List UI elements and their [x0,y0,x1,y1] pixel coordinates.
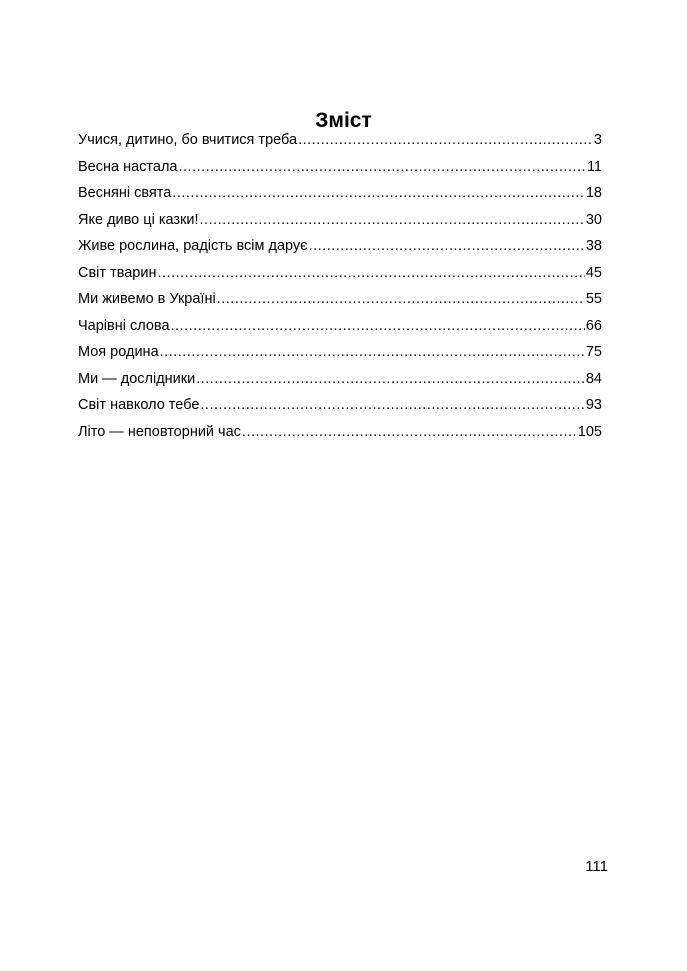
page-title: Зміст [315,109,372,133]
toc-entry-title: Ми живемо в Україні [78,291,216,307]
toc-leader-dots [242,419,577,446]
toc-leader-dots [309,233,585,260]
toc-entry[interactable] [78,127,602,154]
toc-entry-title: Світ тварин [78,264,157,281]
toc-entry-page: 84 [585,370,602,387]
toc-entry[interactable] [78,233,602,260]
toc-leader-dots [200,207,585,234]
toc-leader-dots [172,180,585,207]
toc-entry-title: Моя родина [78,344,159,360]
toc-entry-page: 75 [585,344,602,360]
toc-entry[interactable] [78,180,602,207]
toc-entry-page: 38 [585,238,602,254]
toc-leader-dots [160,339,585,366]
toc-entry[interactable] [78,154,602,181]
toc-entry-page: 30 [585,211,602,228]
toc-entry-title: Чарівні слова [78,317,170,334]
toc-entry-title: Весна настала [78,158,178,175]
toc-entry-title: Літо — неповторний час [78,423,241,440]
toc-entry-page: 45 [585,264,602,281]
toc-leader-dots [298,127,593,154]
toc-entry-title: Ми — дослідники [78,370,196,387]
toc-entry-title: Світ навколо тебе [78,397,200,413]
toc-leader-dots [178,154,585,181]
toc-leader-dots [157,260,584,287]
toc-entry-page: 105 [577,423,602,440]
toc-entry-page: 55 [585,291,602,307]
toc-entry[interactable] [78,313,602,340]
table-of-contents [78,127,602,445]
toc-leader-dots [171,313,585,340]
toc-entry[interactable] [78,260,602,287]
page-number: 111 [585,858,608,875]
toc-entry[interactable] [78,419,602,446]
toc-leader-dots [217,286,585,313]
toc-entry-page: 11 [586,158,602,175]
toc-entry-title: Весняні свята [78,185,172,201]
toc-leader-dots [196,366,585,393]
toc-entry-title: Яке диво ці казки! [78,211,199,228]
toc-entry-page: 93 [585,397,602,413]
toc-leader-dots [200,392,584,419]
toc-entry[interactable] [78,207,602,234]
toc-entry-title: Живе рослина, радість всім дарує [78,238,308,254]
toc-entry[interactable] [78,339,602,366]
toc-entry[interactable] [78,366,602,393]
toc-entry[interactable] [78,392,602,419]
toc-entry-page: 66 [585,317,602,334]
toc-entry-page: 3 [593,132,602,148]
toc-entry[interactable] [78,286,602,313]
toc-entry-page: 18 [585,185,602,201]
toc-entry-title: Учися, дитино, бо вчитися треба [78,132,298,148]
